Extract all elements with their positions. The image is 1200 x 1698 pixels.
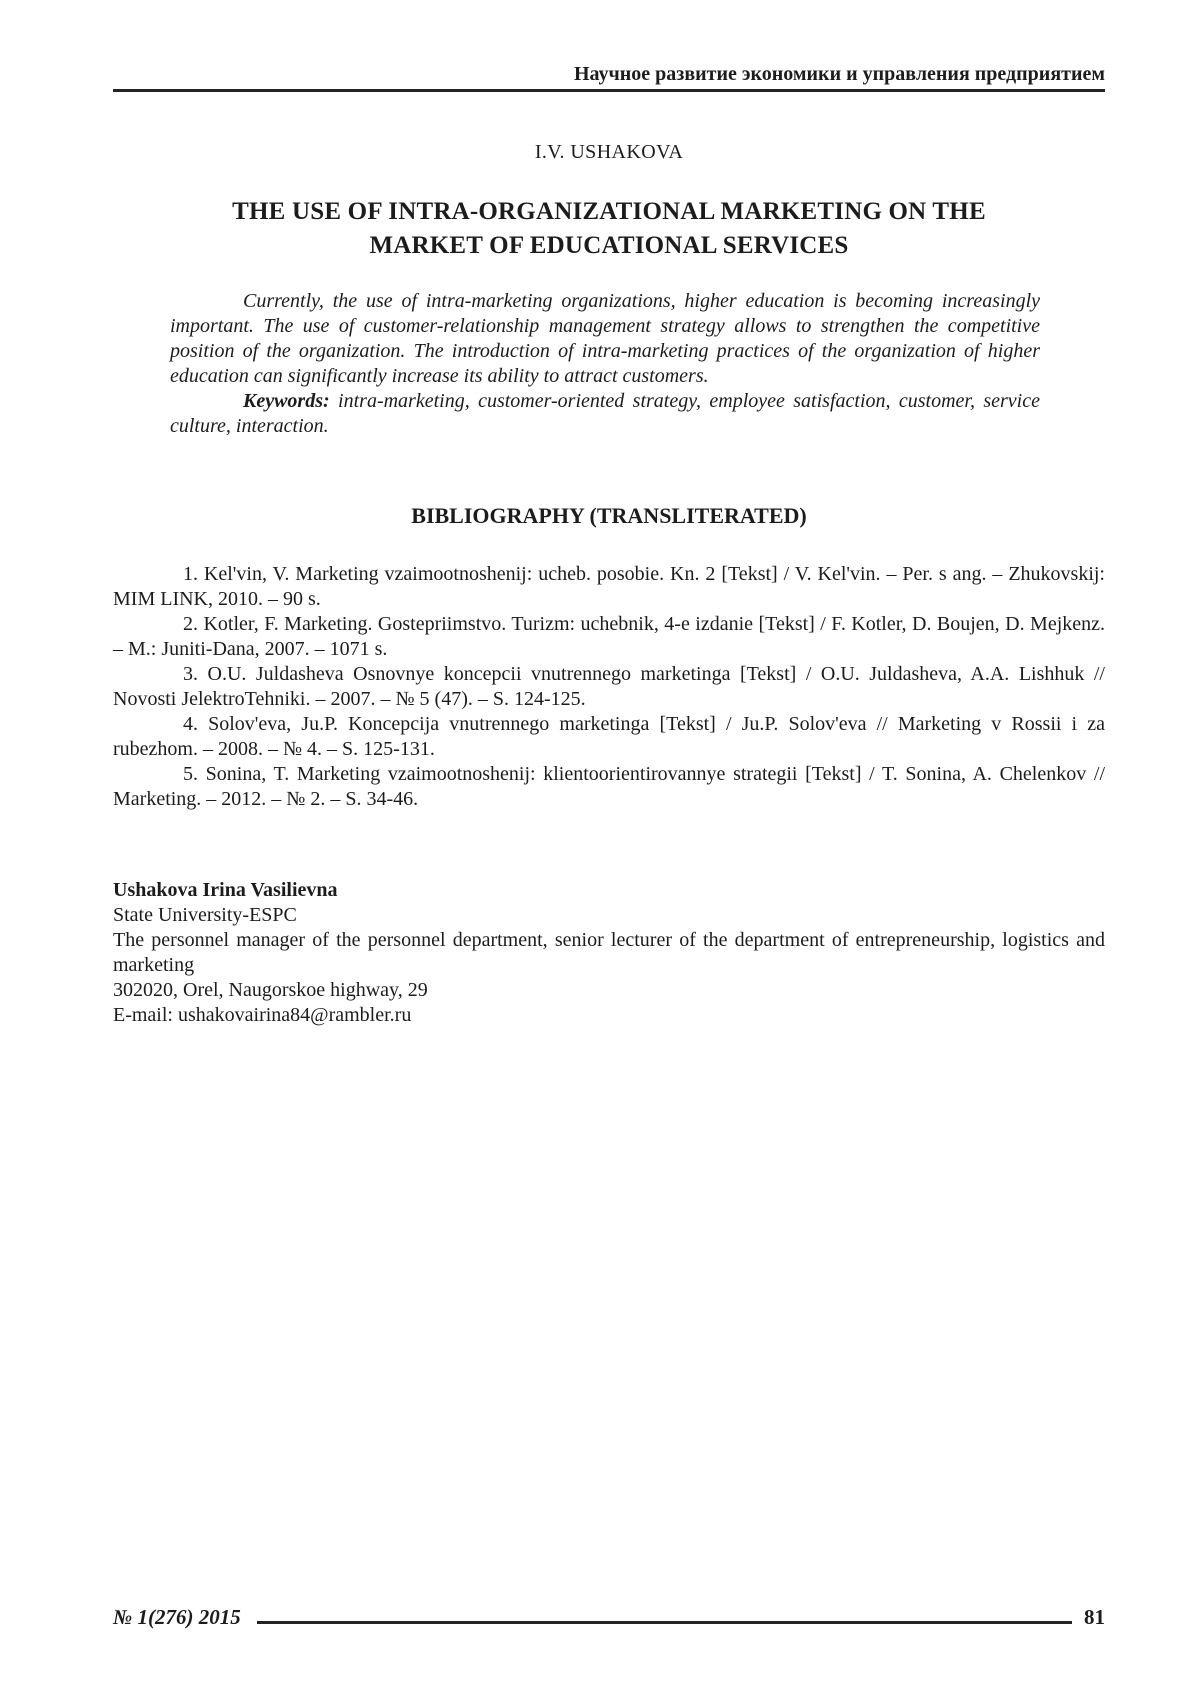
abstract-text: Currently, the use of intra-marketing organizations, higher education is becoming increasingly important. The use of customer-relationship management strategy allows to strengthen the competitive position of the organization. The introduction of intra-marketing practices of the organization of higher education can significantly increase its ability to attract customers. [170, 290, 1040, 387]
running-header: Научное развитие экономики и управления предприятием [113, 62, 1105, 92]
author-affiliation: State University-ESPC [113, 904, 297, 926]
reference-item-3: 3. O.U. Juldasheva Osnovnye koncepcii vnutrennego marketinga [Tekst] / O.U. Juldasheva, A.A. Lishhuk // Novosti JelektroTehniki. – 2007. – № 5 (47). – S. 124-125. [113, 663, 1105, 710]
reference-item-2: 2. Kotler, F. Marketing. Gostepriimstvo. Turizm: uchebnik, 4-e izdanie [Tekst] / F. Kotler, D. Boujen, D. Mejkenz. – M.: Juniti-Dana, 2007. – 1071 s. [113, 613, 1105, 660]
page-footer [113, 1605, 1105, 1630]
reference-item-1: 1. Kel'vin, V. Marketing vzaimootnoshenij: ucheb. posobie. Kn. 2 [Tekst] / V. Kel'vin. – Per. s ang. – Zhukovskij: MIM LINK, 2010. – 90 s. [113, 563, 1105, 610]
author-name: Ushakova Irina Vasilievna [113, 879, 338, 901]
keywords-label: Keywords: [243, 390, 330, 412]
paper-title [113, 195, 1105, 263]
keywords-line [170, 389, 1040, 439]
paper-title-line2: MARKET OF EDUCATIONAL SERVICES [369, 232, 849, 259]
bibliography-heading: BIBLIOGRAPHY (TRANSLITERATED) [411, 503, 807, 528]
author-info-block [113, 878, 1105, 1028]
author-byline: I.V. USHAKOVA [534, 141, 684, 163]
reference-list [113, 562, 1105, 812]
author-address: 302020, Orel, Naugorskoe highway, 29 [113, 979, 428, 1001]
footer-rule [257, 1621, 1072, 1624]
page-content [0, 62, 1200, 1028]
reference-item-4: 4. Solov'eva, Ju.P. Koncepcija vnutrennego marketinga [Tekst] / Ju.P. Solov'eva // Marketing v Rossii i za rubezhom. – 2008. – № 4. – S. 125-131. [113, 713, 1105, 760]
paper-title-line1: THE USE OF INTRA-ORGANIZATIONAL MARKETING ON THE [232, 198, 986, 225]
author-email: E-mail: ushakovairina84@rambler.ru [113, 1004, 412, 1026]
issue-label: № 1(276) 2015 [113, 1605, 241, 1629]
reference-item-5: 5. Sonina, T. Marketing vzaimootnoshenij: klientoorientirovannye strategii [Tekst] / T. Sonina, A. Chelenkov // Marketing. – 2012. – № 2. – S. 34-46. [113, 763, 1105, 810]
keywords-text: intra-marketing, customer-oriented strategy, employee satisfaction, customer, service culture, interaction. [170, 390, 1040, 437]
author-position: The personnel manager of the personnel department, senior lecturer of the department of entrepreneurship, logistics and marketing [113, 929, 1105, 976]
page-number: 81 [1084, 1605, 1105, 1629]
abstract-block [170, 289, 1040, 439]
